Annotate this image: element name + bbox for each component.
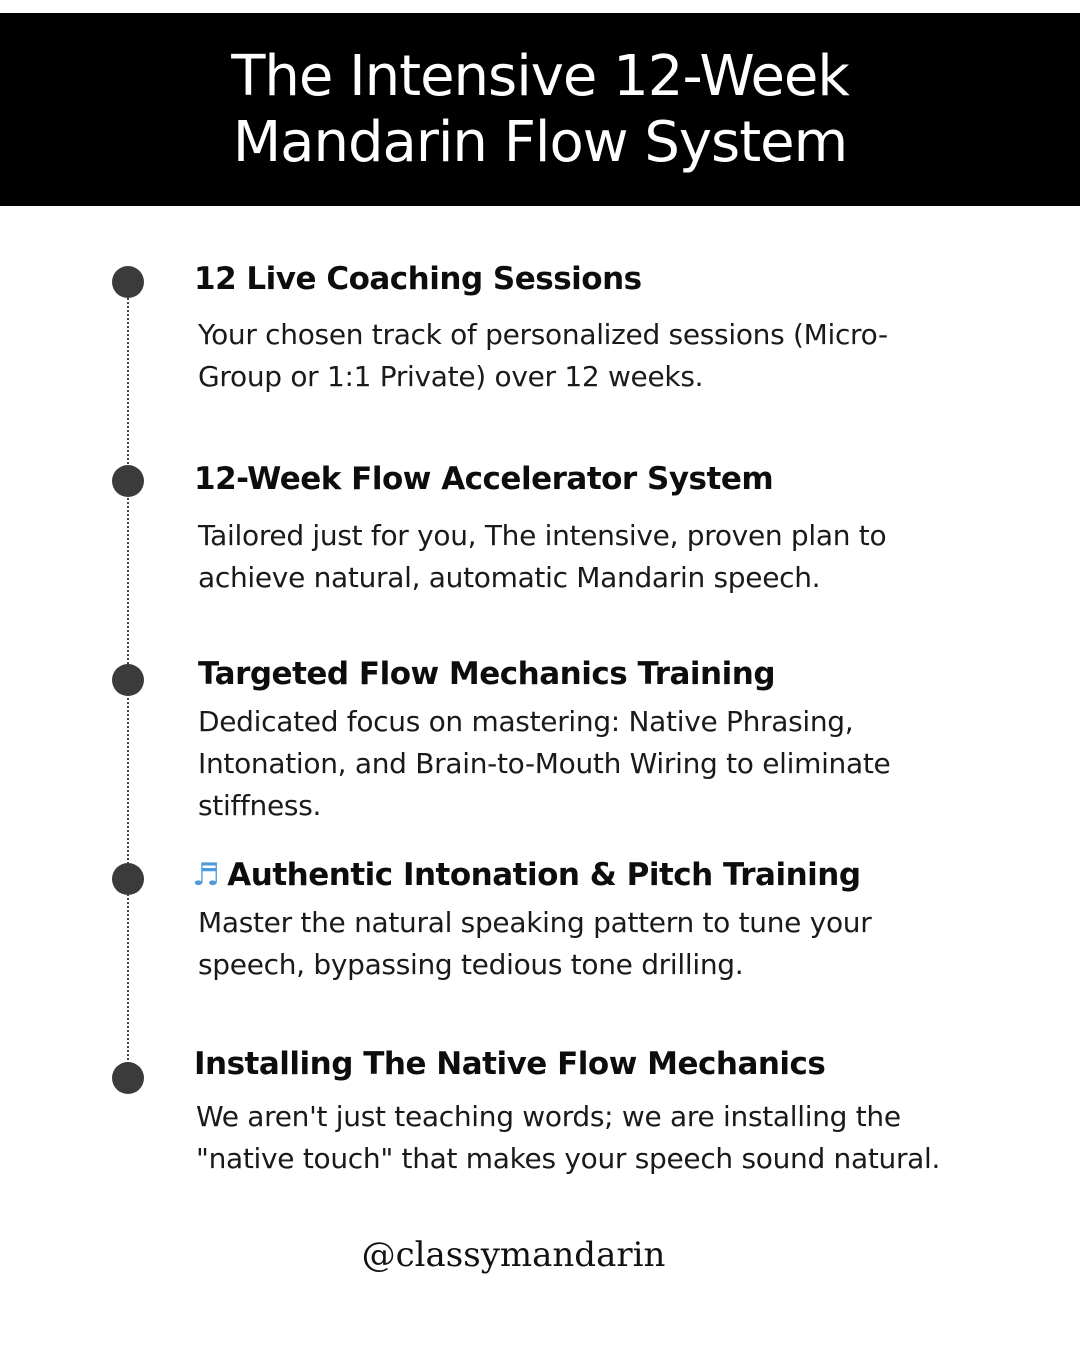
item-description-native-flow xyxy=(196,1096,956,1180)
timeline-dot-1 xyxy=(112,266,144,298)
timeline-dot-2 xyxy=(112,465,144,497)
timeline-dot-4 xyxy=(112,863,144,895)
description-line: Tailored just for you, The intensive, proven plan to xyxy=(198,519,887,552)
description-line: Group or 1:1 Private) over 12 weeks. xyxy=(198,360,704,393)
description-line: Intonation, and Brain-to-Mouth Wiring to eliminate xyxy=(198,747,891,780)
header-banner xyxy=(0,13,1080,206)
description-line: "native touch" that makes your speech sound natural. xyxy=(196,1142,941,1175)
description-line: stiffness. xyxy=(198,789,322,822)
description-line: achieve natural, automatic Mandarin speech. xyxy=(198,561,821,594)
social-handle: @classymandarin xyxy=(361,1235,666,1275)
description-line: We aren't just teaching words; we are installing the xyxy=(196,1100,901,1133)
item-description-flow-mechanics xyxy=(198,701,958,827)
item-description-live-coaching xyxy=(198,314,958,398)
description-line: Dedicated focus on mastering: Native Phrasing, xyxy=(198,705,854,738)
description-line: speech, bypassing tedious tone drilling. xyxy=(198,948,744,981)
page-title-line-1: The Intensive 12-Week xyxy=(231,43,849,109)
item-title-live-coaching: 12 Live Coaching Sessions xyxy=(194,261,642,297)
item-description-intonation xyxy=(198,902,958,986)
timeline-dot-3 xyxy=(112,664,144,696)
item-title-intonation xyxy=(192,855,861,895)
description-line: Master the natural speaking pattern to tune your xyxy=(198,906,872,939)
item-title-flow-mechanics: Targeted Flow Mechanics Training xyxy=(198,656,776,692)
page-title-line-2: Mandarin Flow System xyxy=(232,109,848,175)
item-title-flow-accelerator: 12-Week Flow Accelerator System xyxy=(194,461,774,497)
timeline-dot-5 xyxy=(112,1062,144,1094)
item-title-native-flow: Installing The Native Flow Mechanics xyxy=(194,1046,826,1082)
item-title-intonation-text: Authentic Intonation & Pitch Training xyxy=(227,857,861,893)
description-line: Your chosen track of personalized sessions (Micro- xyxy=(198,318,888,351)
item-description-flow-accelerator xyxy=(198,515,958,599)
music-notes-icon: ♬ xyxy=(192,857,220,893)
